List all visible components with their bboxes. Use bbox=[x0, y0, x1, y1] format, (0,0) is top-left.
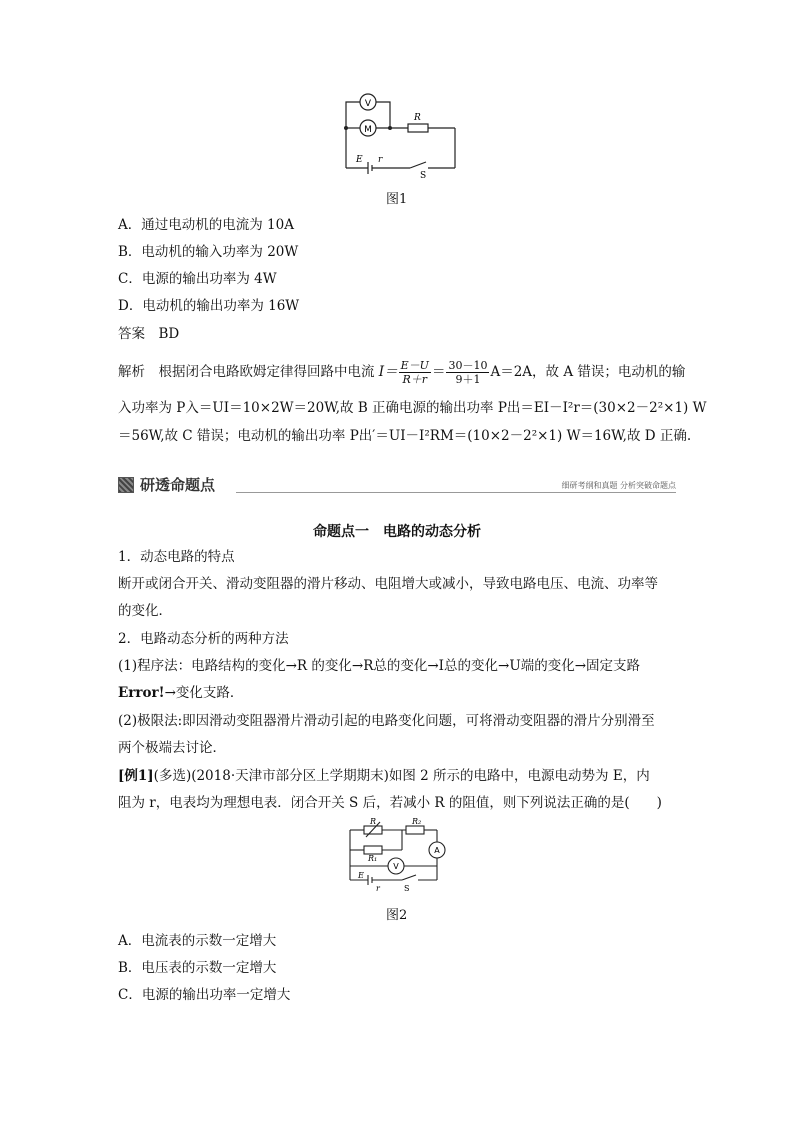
banner-title: 研透命题点 bbox=[140, 476, 216, 494]
current-symbol: I＝ bbox=[378, 364, 398, 380]
figure1-circuit bbox=[330, 92, 470, 184]
analysis-line-3: ＝56W,故 C 错误；电动机的输出功率 P出′＝UI－I²RM＝(10×2－2²×1) W＝16W,故 D 正确. bbox=[118, 428, 692, 444]
resistor-label: R bbox=[414, 113, 421, 123]
fraction-symbolic bbox=[399, 359, 431, 386]
q1-option-c: C．电源的输出功率为 4W bbox=[118, 271, 277, 287]
fig2-voltmeter-label: V bbox=[393, 862, 399, 871]
paragraph-1-line-2: 的变化． bbox=[118, 603, 172, 619]
paragraph-1-line-1: 断开或闭合开关、滑动变阻器的滑片移动、电阻增大或减小，导致电路电压、电流、功率等 bbox=[118, 576, 658, 592]
fraction-symbolic-denominator: R＋r bbox=[402, 373, 428, 386]
paragraph-2-line-2-rest: →变化支路． bbox=[164, 685, 244, 701]
figure1-caption: 图1 bbox=[386, 192, 408, 207]
error-text: Error! bbox=[118, 685, 165, 701]
fraction-numeric bbox=[446, 359, 489, 386]
fig2-emf-label: E bbox=[358, 871, 364, 880]
fraction-numeric-denominator: 9＋1 bbox=[455, 373, 481, 386]
banner-rule bbox=[236, 492, 676, 493]
fraction-numeric-numerator: 30－10 bbox=[448, 359, 488, 372]
analysis-line-2: 入功率为 P入＝UI＝10×2W＝20W,故 B 正确电源的输出功率 P出＝EI－I²r＝(30×2－2²×1) W bbox=[118, 400, 707, 416]
fig2-switch-label: S bbox=[404, 884, 410, 893]
fraction-symbolic-numerator: E－U bbox=[400, 359, 429, 372]
q2-option-c: C．电源的输出功率一定增大 bbox=[118, 987, 291, 1003]
section-title: 命题点一 电路的动态分析 bbox=[313, 524, 481, 540]
paragraph-2-line-1: (1)程序法：电路结构的变化→R 的变化→R总的变化→I总的变化→U端的变化→固定支路 bbox=[118, 658, 641, 674]
example-tag: [例1] bbox=[118, 768, 154, 784]
answer: 答案 BD bbox=[118, 326, 180, 342]
fig2-r-label: R bbox=[370, 817, 377, 826]
example-line-1 bbox=[118, 766, 650, 786]
fig2-ammeter-label: A bbox=[434, 846, 440, 855]
motor-label: M bbox=[364, 125, 372, 135]
banner-subtitle: 细研考纲和真题 分析突破命题点 bbox=[561, 481, 676, 490]
emf-label: E bbox=[356, 155, 363, 165]
section-banner bbox=[118, 474, 676, 494]
q2-option-a: A．电流表的示数一定增大 bbox=[118, 933, 277, 949]
example-text-1: (多选)(2018·天津市部分区上学期期末)如图 2 所示的电路中，电源电动势为 E，内 bbox=[153, 768, 650, 784]
banner-icon bbox=[118, 477, 134, 493]
fig2-r1-label: R₁ bbox=[368, 854, 378, 863]
fig2-r2-label: R₂ bbox=[412, 817, 422, 826]
paragraph-3-line-1: (2)极限法:即因滑动变阻器滑片滑动引起的电路变化问题，可将滑动变阻器的滑片分别滑至 bbox=[118, 713, 655, 729]
analysis-line-1: 解析 根据闭合电路欧姆定律得回路中电流 I＝ $\frac{E-U}{R+r}$ ＝ $\frac{30-10}{9+1}$ A＝2A，故 A 错误；电动机的输 bbox=[118, 359, 686, 386]
fig2-internal-label: r bbox=[376, 884, 380, 893]
q1-option-a: A．通过电动机的电流为 10A bbox=[118, 217, 294, 233]
voltmeter-label: V bbox=[364, 99, 372, 109]
q2-option-b: B．电压表的示数一定增大 bbox=[118, 960, 277, 976]
paragraph-3-line-2: 两个极端去讨论． bbox=[118, 740, 226, 756]
switch-label: S bbox=[420, 171, 427, 181]
analysis-prefix: 解析 根据闭合电路欧姆定律得回路中电流 bbox=[118, 364, 379, 380]
example-line-2: 阻为 r，电表均为理想电表．闭合开关 S 后，若减小 R 的阻值，则下列说法正确的是( ) bbox=[118, 795, 662, 811]
figure2-circuit bbox=[342, 816, 452, 894]
q1-option-d: D．电动机的输出功率为 16W bbox=[118, 298, 300, 314]
analysis-line-1-end: A＝2A，故 A 错误；电动机的输 bbox=[490, 364, 686, 380]
heading-1: 1．动态电路的特点 bbox=[118, 549, 235, 565]
q1-option-b: B．电动机的输入功率为 20W bbox=[118, 244, 299, 260]
paragraph-2-line-2 bbox=[118, 683, 243, 703]
figure2-caption: 图2 bbox=[386, 908, 408, 923]
internal-resistance-label: r bbox=[378, 155, 383, 165]
heading-2: 2．电路动态分析的两种方法 bbox=[118, 631, 289, 647]
